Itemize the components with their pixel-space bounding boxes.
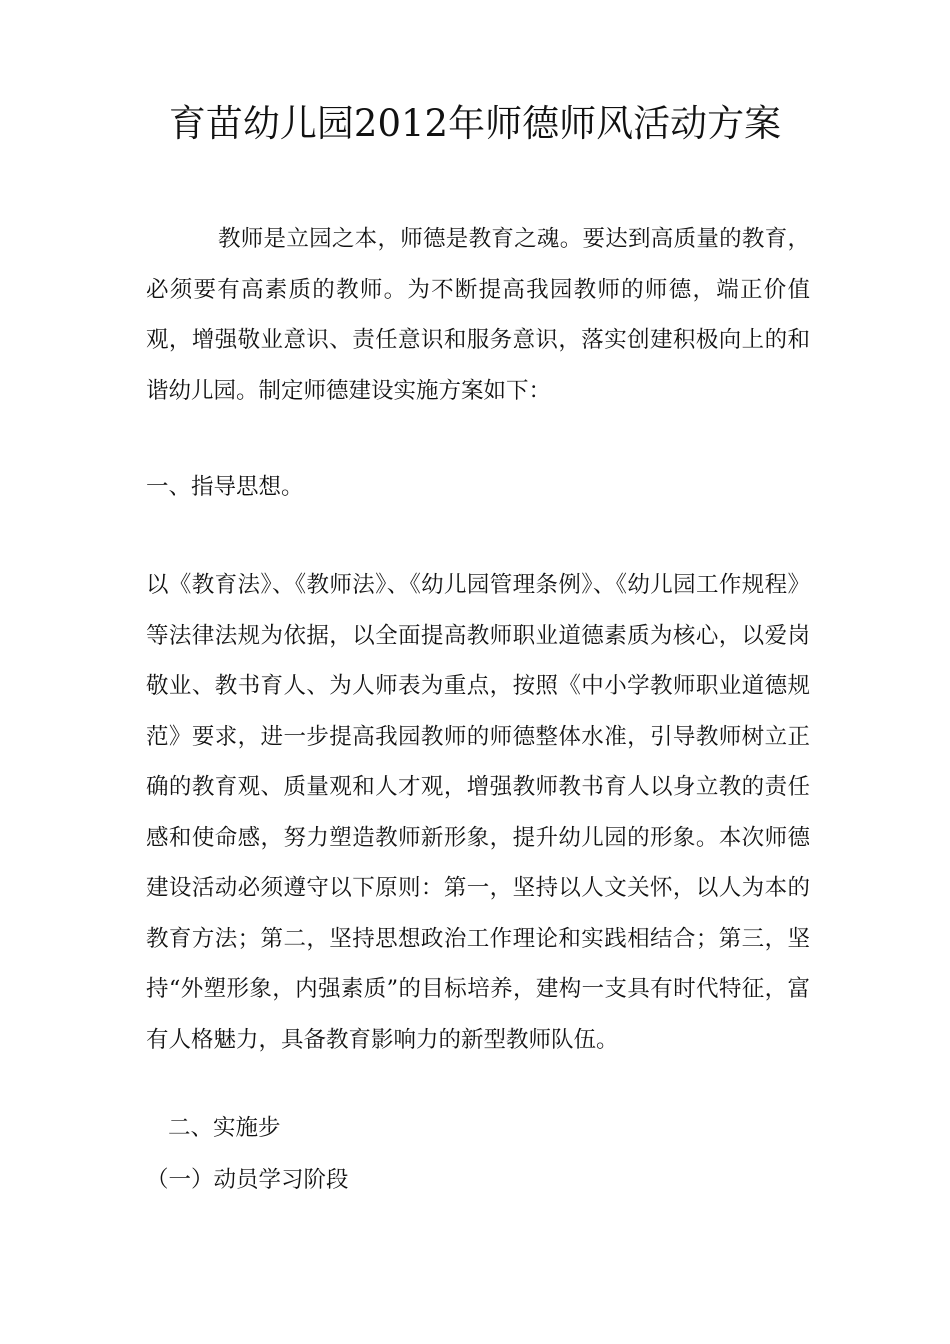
intro-paragraph: 教师是立园之本，师德是教育之魂。要达到高质量的教育，必须要有高素质的教师。为不断提高我园教师的师德，端正价值观，增强敬业意识、责任意识和服务意识，落实创建积极向上的和谐幼儿园。制定师德建设实施方案如下： [146,226,810,404]
section-heading-guiding-ideology: 一、指导思想。 [146,474,304,500]
section-heading-implementation-steps: 二、实施步 [168,1115,281,1141]
guiding-ideology-paragraph: 以《教育法》、《教师法》、《幼儿园管理条例》、《幼儿园工作规程》等法律法规为依据，以全面提高教师职业道德素质为核心，以爱岗敬业、教书育人、为人师表为重点，按照《中小学教师职业道德规范》要求，进一步提高我园教师的师德整体水准，引导教师树立正确的教育观、质量观和人才观，增强教师教书育人以身立教的责任感和使命感，努力塑造教师新形象，提升幼儿园的形象。本次师德建设活动必须遵守以下原则：第一，坚持以人文关怀，以人为本的教育方法；第二，坚持思想政治工作理论和实践相结合；第三，坚持“外塑形象，内强素质”的目标培养，建构一支具有时代特征，富有人格魅力，具备教育影响力的新型教师队伍。 [146,572,810,1053]
document-title: 育苗幼儿园2012年师德师风活动方案 [168,102,782,145]
subsection-heading-mobilization-study: （一）动员学习阶段 [146,1167,349,1193]
